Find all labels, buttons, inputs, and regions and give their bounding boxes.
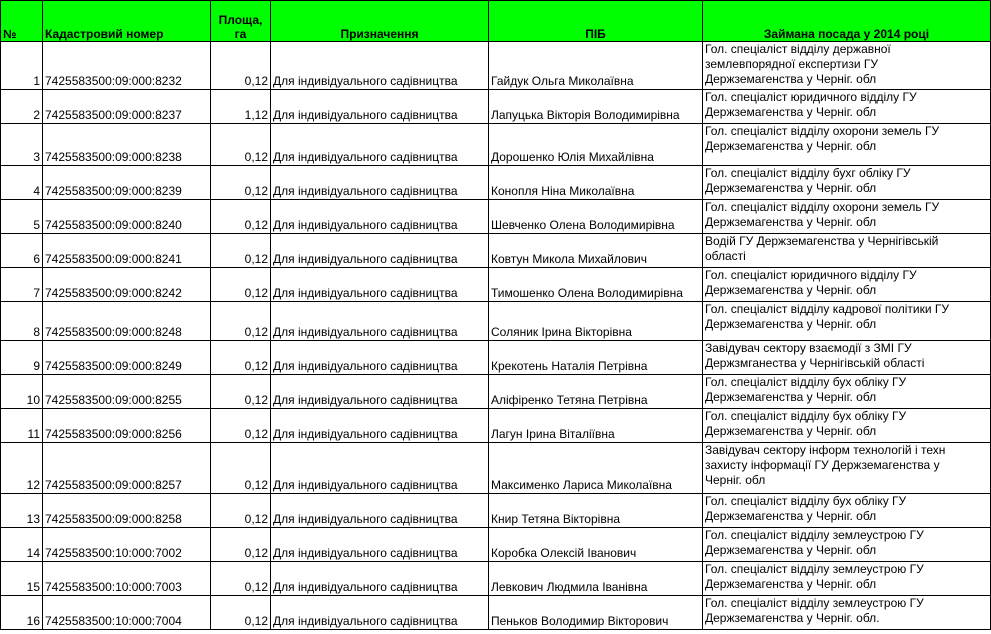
header-row: [1, 1, 991, 42]
row-number-cell: 5: [1, 200, 43, 234]
purpose-cell: Для індивідуального садівництва: [271, 42, 489, 90]
cadastral-number-cell: 7425583500:10:000:7002: [43, 528, 211, 562]
full-name-cell: Крекотень Наталія Петрівна: [489, 341, 703, 375]
position-cell: [703, 90, 991, 124]
header-cadastral-number: Кадастровий номер: [43, 1, 211, 42]
position-line: Держземагенства у Черніг. обл: [705, 215, 877, 229]
position-line: захисту інформації ГУ Держземагенства у: [705, 458, 940, 472]
position-cell: [703, 494, 991, 528]
row-number-cell: 13: [1, 494, 43, 528]
full-name-cell: Аліфіренко Тетяна Петрівна: [489, 375, 703, 409]
position-line: Гол. спеціаліст відділу землеустрою ГУ: [705, 596, 924, 610]
table-row: [1, 409, 991, 443]
purpose-cell: Для індивідуального садівництва: [271, 375, 489, 409]
position-line: Держземагенства у Черніг. обл: [705, 317, 877, 331]
row-number-cell: 9: [1, 341, 43, 375]
row-number-cell: 6: [1, 234, 43, 268]
table-row: [1, 166, 991, 200]
position-cell: [703, 528, 991, 562]
area-cell: 0,12: [211, 596, 271, 630]
position-cell: [703, 302, 991, 341]
area-cell: 0,12: [211, 302, 271, 341]
area-cell: 0,12: [211, 42, 271, 90]
cadastral-number-cell: 7425583500:10:000:7003: [43, 562, 211, 596]
position-line: Гол. спеціаліст відділу землеустрою ГУ: [705, 528, 924, 542]
table-row: [1, 90, 991, 124]
area-cell: 0,12: [211, 268, 271, 302]
purpose-cell: Для індивідуального садівництва: [271, 166, 489, 200]
full-name-cell: Левкович Людмила Іванівна: [489, 562, 703, 596]
header-number: №: [1, 1, 43, 42]
row-number-cell: 15: [1, 562, 43, 596]
full-name-cell: Шевченко Олена Володимирівна: [489, 200, 703, 234]
full-name-cell: Соляник Ірина Вікторівна: [489, 302, 703, 341]
table-row: [1, 528, 991, 562]
cadastral-number-cell: 7425583500:09:000:8255: [43, 375, 211, 409]
full-name-cell: Гайдук Ольга Миколаївна: [489, 42, 703, 90]
row-number-cell: 2: [1, 90, 43, 124]
position-line: Держземагенства у Черніг. обл.: [705, 611, 880, 625]
table-row: [1, 443, 991, 494]
row-number-cell: 1: [1, 42, 43, 90]
position-line: Завідувач сектору взаємодії з ЗМІ ГУ: [705, 341, 912, 355]
position-cell: [703, 562, 991, 596]
position-line: Гол. спеціаліст відділу державної: [705, 42, 891, 56]
position-cell: [703, 42, 991, 90]
position-cell: [703, 124, 991, 166]
full-name-cell: Конопля Ніна Миколаївна: [489, 166, 703, 200]
row-number-cell: 12: [1, 443, 43, 494]
cadastral-number-cell: 7425583500:09:000:8248: [43, 302, 211, 341]
area-cell: 0,12: [211, 200, 271, 234]
header-full-name: ПІБ: [489, 1, 703, 42]
position-line: Держземагенства у Черніг. обл: [705, 424, 877, 438]
full-name-cell: Ковтун Микола Михайлович: [489, 234, 703, 268]
table-row: [1, 562, 991, 596]
position-line: Гол. спеціаліст юридичного відділу ГУ: [705, 90, 917, 104]
table-row: [1, 596, 991, 630]
position-line: Держземагенства у Черніг. обл: [705, 543, 877, 557]
row-number-cell: 3: [1, 124, 43, 166]
area-cell: 0,12: [211, 409, 271, 443]
cadastral-number-cell: 7425583500:09:000:8238: [43, 124, 211, 166]
purpose-cell: Для індивідуального садівництва: [271, 124, 489, 166]
position-line: Гол. спеціаліст відділу охорони земель ГУ: [705, 200, 940, 214]
row-number-cell: 16: [1, 596, 43, 630]
cadastral-number-cell: 7425583500:09:000:8237: [43, 90, 211, 124]
cadastral-number-cell: 7425583500:09:000:8256: [43, 409, 211, 443]
purpose-cell: Для індивідуального садівництва: [271, 234, 489, 268]
position-cell: [703, 375, 991, 409]
area-cell: 0,12: [211, 528, 271, 562]
table-row: [1, 124, 991, 166]
area-cell: 1,12: [211, 90, 271, 124]
area-cell: 0,12: [211, 443, 271, 494]
cadastral-number-cell: 7425583500:09:000:8257: [43, 443, 211, 494]
full-name-cell: Пеньков Володимир Вікторович: [489, 596, 703, 630]
full-name-cell: Книр Тетяна Вікторівна: [489, 494, 703, 528]
full-name-cell: Лагун Ірина Віталіївна: [489, 409, 703, 443]
cadastral-number-cell: 7425583500:09:000:8232: [43, 42, 211, 90]
position-cell: [703, 596, 991, 630]
cadastral-number-cell: 7425583500:09:000:8240: [43, 200, 211, 234]
table-row: [1, 341, 991, 375]
position-line: Гол. спеціаліст відділу землеустрою ГУ: [705, 562, 924, 576]
area-cell: 0,12: [211, 341, 271, 375]
purpose-cell: Для індивідуального садівництва: [271, 562, 489, 596]
position-line: Гол. спеціаліст відділу бухг обліку ГУ: [705, 166, 911, 180]
position-line: області: [705, 249, 746, 263]
position-line: Гол. спеціаліст відділу бух обліку ГУ: [705, 375, 907, 389]
position-cell: [703, 409, 991, 443]
position-line: Держземагенства у Черніг. обл: [705, 139, 877, 153]
table-body: [1, 42, 991, 630]
purpose-cell: Для індивідуального садівництва: [271, 409, 489, 443]
position-cell: [703, 268, 991, 302]
purpose-cell: Для індивідуального садівництва: [271, 596, 489, 630]
position-line: Гол. спеціаліст відділу кадрової політики ГУ: [705, 302, 950, 316]
cadastral-number-cell: 7425583500:09:000:8241: [43, 234, 211, 268]
cadastral-number-cell: 7425583500:09:000:8242: [43, 268, 211, 302]
position-line: Завідувач сектору інформ технологій і техн: [705, 443, 946, 457]
area-cell: 0,12: [211, 494, 271, 528]
area-cell: 0,12: [211, 562, 271, 596]
position-cell: [703, 443, 991, 494]
position-line: Держземагенства у Черніг. обл: [705, 72, 877, 86]
purpose-cell: Для індивідуального садівництва: [271, 200, 489, 234]
position-line: Держзмганества у Чернігівській області: [705, 356, 925, 370]
purpose-cell: Для індивідуального садівництва: [271, 341, 489, 375]
position-line: Водій ГУ Держземагенства у Чернігівській: [705, 234, 939, 248]
position-line: Держземагенства у Черніг. обл: [705, 105, 877, 119]
purpose-cell: Для індивідуального садівництва: [271, 90, 489, 124]
full-name-cell: Лапуцька Вікторія Володимирівна: [489, 90, 703, 124]
position-line: Гол. спеціаліст відділу охорони земель ГУ: [705, 124, 940, 138]
table-row: [1, 268, 991, 302]
full-name-cell: Максименко Лариса Миколаївна: [489, 443, 703, 494]
purpose-cell: Для індивідуального садівництва: [271, 494, 489, 528]
row-number-cell: 7: [1, 268, 43, 302]
purpose-cell: Для індивідуального садівництва: [271, 302, 489, 341]
position-line: Держземагенства у Черніг. обл: [705, 390, 877, 404]
position-cell: [703, 341, 991, 375]
header-position: Займана посада у 2014 році: [703, 1, 991, 42]
full-name-cell: Тимошенко Олена Володимирівна: [489, 268, 703, 302]
table-row: [1, 200, 991, 234]
position-line: землевпорядної експертизи ГУ: [705, 57, 879, 71]
position-line: Гол. спеціаліст відділу бух обліку ГУ: [705, 409, 907, 423]
cadastral-number-cell: 7425583500:09:000:8249: [43, 341, 211, 375]
purpose-cell: Для індивідуального садівництва: [271, 268, 489, 302]
position-line: Держземагенства у Черніг. обл: [705, 577, 877, 591]
position-line: Держземагенства у Черніг. обл: [705, 509, 877, 523]
cadastral-number-cell: 7425583500:10:000:7004: [43, 596, 211, 630]
cadastral-number-cell: 7425583500:09:000:8239: [43, 166, 211, 200]
full-name-cell: Коробка Олексій Іванович: [489, 528, 703, 562]
row-number-cell: 4: [1, 166, 43, 200]
full-name-cell: Дорошенко Юлія Михайлівна: [489, 124, 703, 166]
cadastral-number-cell: 7425583500:09:000:8258: [43, 494, 211, 528]
row-number-cell: 8: [1, 302, 43, 341]
area-cell: 0,12: [211, 234, 271, 268]
position-cell: [703, 234, 991, 268]
position-cell: [703, 200, 991, 234]
row-number-cell: 11: [1, 409, 43, 443]
position-line: Гол. спеціаліст відділу бух обліку ГУ: [705, 494, 907, 508]
header-purpose: Призначення: [271, 1, 489, 42]
table-row: [1, 375, 991, 409]
table-row: [1, 302, 991, 341]
table-row: [1, 42, 991, 90]
area-cell: 0,12: [211, 375, 271, 409]
purpose-cell: Для індивідуального садівництва: [271, 528, 489, 562]
header-area: Площа, га: [211, 1, 271, 42]
area-cell: 0,12: [211, 124, 271, 166]
table-row: [1, 494, 991, 528]
position-line: Гол. спеціаліст юридичного відділу ГУ: [705, 268, 917, 282]
position-cell: [703, 166, 991, 200]
position-line: Держземагенства у Черніг. обл: [705, 283, 877, 297]
position-line: Держземагенства у Черніг. обл: [705, 181, 877, 195]
purpose-cell: Для індивідуального садівництва: [271, 443, 489, 494]
position-line: Черніг. обл: [705, 473, 766, 487]
area-cell: 0,12: [211, 166, 271, 200]
table-row: [1, 234, 991, 268]
row-number-cell: 10: [1, 375, 43, 409]
row-number-cell: 14: [1, 528, 43, 562]
